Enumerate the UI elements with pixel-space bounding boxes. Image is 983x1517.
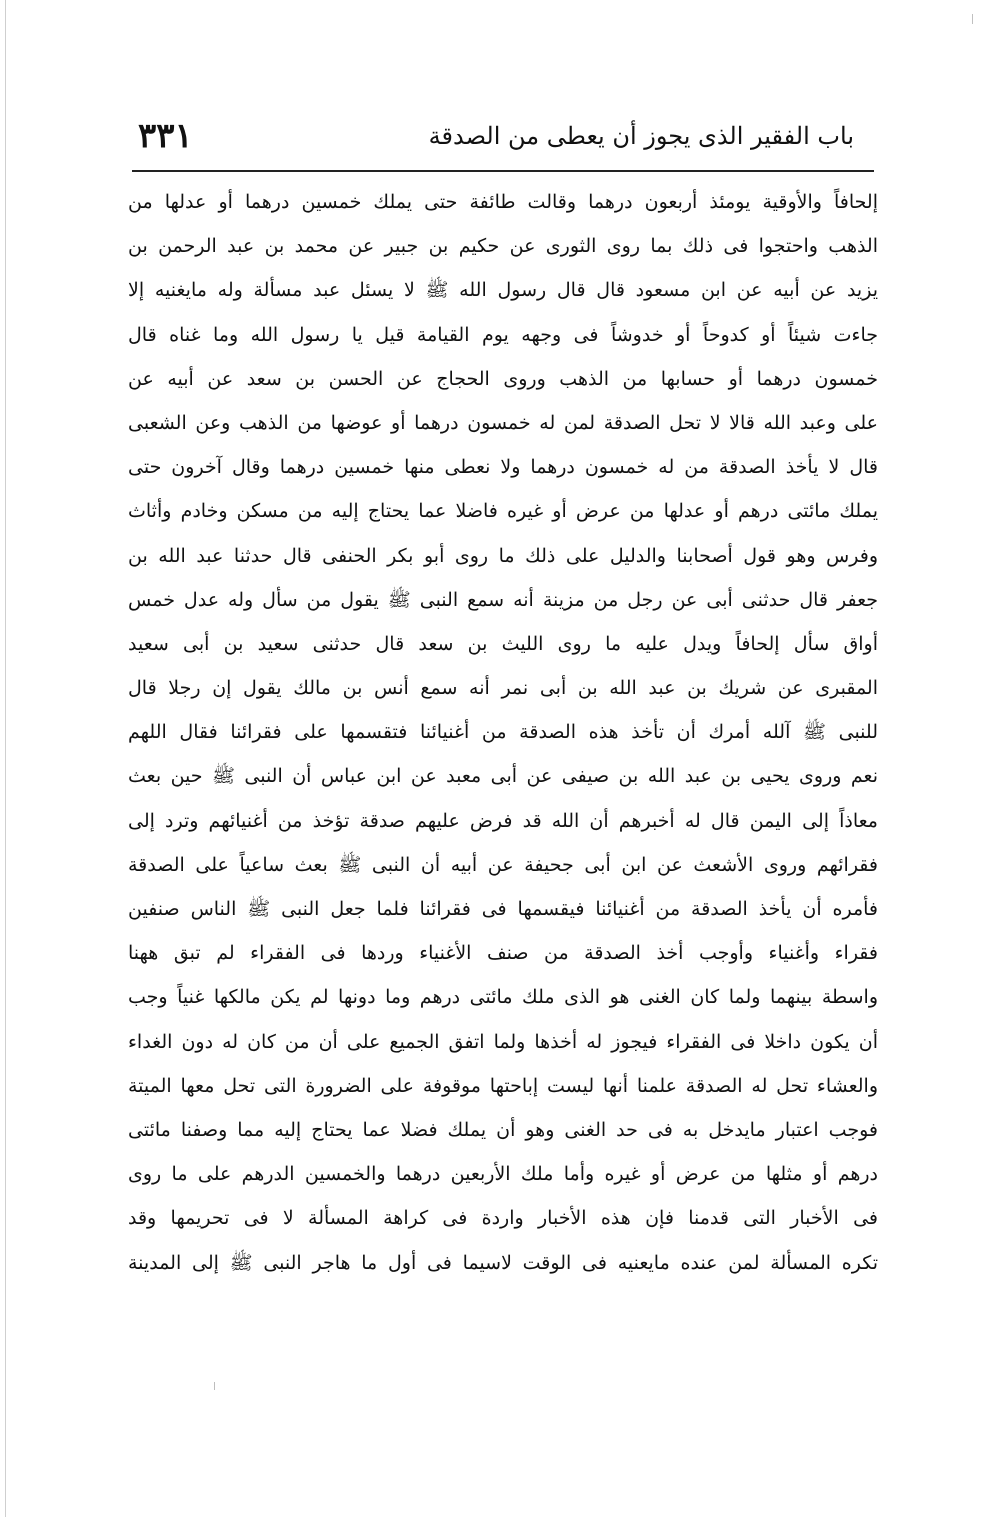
page-number: ٣٣١ [138, 116, 193, 156]
text-line: أواق سأل إلحافاً ويدل عليه ما روى الليث بن سعد قال حدثنى سعيد بن أبى سعيد [128, 632, 878, 655]
scan-edge-line [5, 0, 6, 1517]
text-line: إلحافاً والأوقية يومئذ أربعون درهما وقالت طائفة حتى يملك خمسين درهما أو عدلها من [128, 191, 878, 213]
text-line: درهم أو مثلها من عرض أو غيره وأما ملك الأربعين درهما والخمسين الدرهم على ما روى [128, 1163, 878, 1186]
chapter-heading: باب الفقير الذى يجوز أن يعطى من الصدقة [428, 122, 854, 150]
text-line: معاذاً إلى اليمن قال له أخبرهم أن الله قد فرض عليهم صدقة تؤخذ من أغنيائهم وترد إلى [128, 809, 878, 832]
page-header [132, 112, 874, 170]
text-line: الذهب واحتجوا فى ذلك بما روى الثورى عن حكيم بن جبير عن محمد بن عبد الرحمن بن [128, 235, 878, 258]
text-line: فأمره أن يأخذ الصدقة من أغنيائنا فيقسمها فى فقرائنا فلما جعل النبى ﷺ الناس صنفين [128, 898, 878, 920]
text-line: تكره المسألة لمن عنده مايعنيه فى الوقت لاسيما فى أول ما هاجر النبى ﷺ إلى المدينة [128, 1251, 878, 1274]
text-line: واسطة بينهما ولما كان الغنى هو الذى ملك مائتى درهم وما دونها لم يكن مالكها غنياً وجب [128, 986, 878, 1009]
text-line: قال لا يأخذ الصدقة من له خمسون درهما ولا نعطى منها خمسين درهما وقال آخرون حتى [128, 456, 878, 479]
text-line: خمسون درهما أو حسابها من الذهب وروى الحجاج عن الحسن بن سعد عن أبيه عن [128, 367, 878, 390]
text-line: والعشاء تحل له الصدقة علمنا أنها ليست إباحتها موقوفة على الضرورة التى تحل معها الميتة [128, 1074, 878, 1097]
scan-artifact-mark [214, 1382, 215, 1390]
text-line: جاءت شيئاً أو كدوحاً أو خدوشاً فى وجهه يوم القيامة قيل يا رسول الله وما غناه قال [128, 323, 878, 346]
text-line: نعم وروى يحيى بن عبد الله بن صيفى عن أبى معبد عن ابن عباس أن النبى ﷺ حين بعث [128, 765, 878, 788]
header-divider [132, 170, 874, 172]
text-line: فقرائهم وروى الأشعث عن ابن أبى جحيفة عن أبيه أن النبى ﷺ بعث ساعياً على الصدقة [128, 853, 878, 876]
text-line: للنبى ﷺ آلله أمرك أن تأخذ هذه الصدقة من أغنيائنا فتقسمها على فقرائنا فقال اللهم [128, 721, 878, 744]
text-line: فوجب اعتبار مايدخل به فى حد الغنى وهو أن يملك فضلا عما يحتاج إليه مما وصفنا مائتى [128, 1118, 878, 1141]
text-line: يزيد عن أبيه عن ابن مسعود قال قال رسول الله ﷺ لا يسئل عبد مسألة وله مايغنيه إلا [128, 279, 878, 302]
text-line: وفرس وهو قول أصحابنا والدليل على ذلك ما روى أبو بكر الحنفى قال حدثنا عبد الله بن [128, 544, 878, 567]
body-text [128, 180, 878, 1285]
scan-edge-mark [972, 14, 973, 24]
text-line: جعفر قال حدثنى أبى عن رجل من مزينة أنه سمع النبى ﷺ يقول من سأل وله عدل خمس [128, 588, 878, 611]
text-line: فقراء وأغنياء وأوجب أخذ الصدقة من صنف الأغنياء وردها فى الفقراء لم تبق ههنا [128, 942, 878, 965]
text-line: فى الأخبار التى قدمنا فإن هذه الأخبار واردة فى كراهة المسألة لا فى تحريمها وقد [128, 1207, 878, 1230]
text-line: أن يكون داخلا فى الفقراء فيجوز له أخذها ولما اتفق الجميع على أن من كان له دون الغداء [128, 1030, 878, 1053]
text-line: يملك مائتى درهم أو عدلها من عرض أو غيره فاضلا عما يحتاج إليه من مسكن وخادم وأثاث [128, 500, 878, 523]
text-line: المقبرى عن شريك بن عبد الله بن أبى نمر أنه سمع أنس بن مالك يقول إن رجلا قال [128, 677, 878, 700]
text-line: على وعبد الله قالا لا تحل الصدقة لمن له خمسون درهما أو عوضها من الذهب وعن الشعبى [128, 411, 878, 434]
